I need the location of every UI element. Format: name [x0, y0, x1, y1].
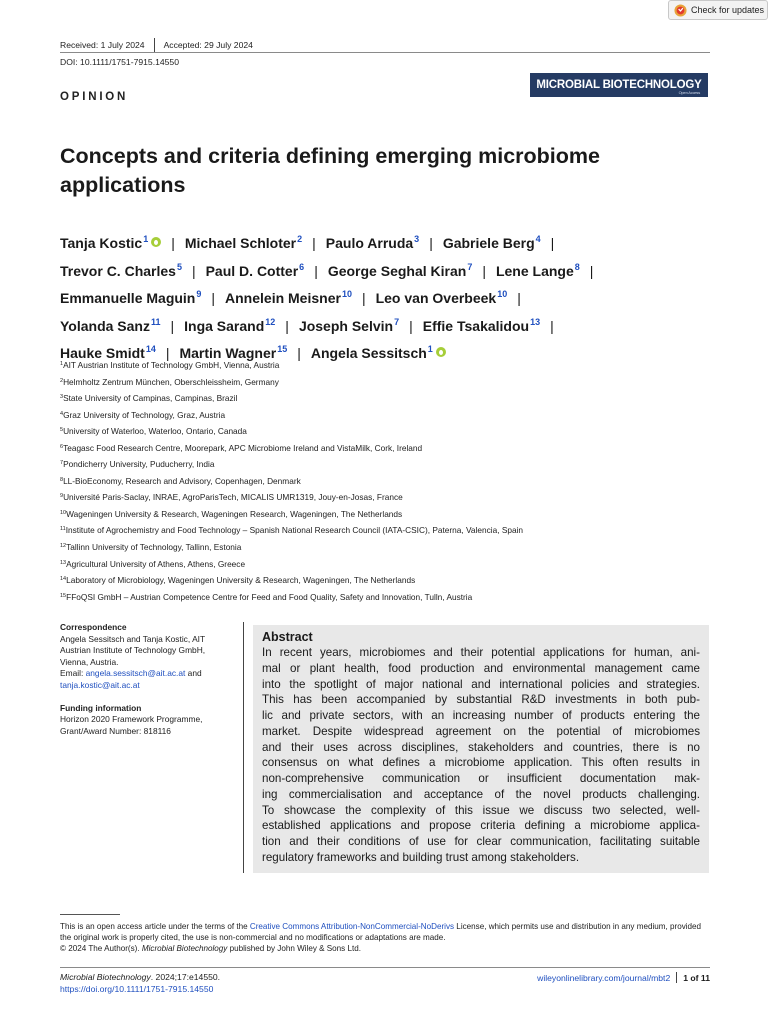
license-note — [60, 921, 710, 955]
affiliation-item — [60, 522, 720, 539]
author-name[interactable]: Trevor C. Charles — [60, 262, 176, 279]
journal-site-link[interactable]: wileyonlinelibrary.com/journal/mbt2 — [537, 972, 671, 983]
author-separator: | — [171, 235, 175, 251]
affiliation-number: 6 — [60, 443, 64, 450]
affiliation-number: 10 — [60, 509, 67, 516]
correspondence-line: Angela Sessitsch and Tanja Kostic, AIT — [60, 633, 206, 644]
funding-heading: Funding information — [60, 702, 142, 713]
copyright-pre: © 2024 The Author(s). — [60, 944, 142, 954]
affiliation-number: 9 — [60, 493, 64, 500]
author-affiliation-sup[interactable]: 12 — [265, 316, 276, 327]
author-separator: | — [165, 345, 170, 361]
author-separator: | — [517, 290, 521, 306]
affiliation-item — [60, 423, 720, 440]
author-separator: | — [297, 345, 301, 361]
orcid-icon[interactable] — [151, 237, 161, 247]
affiliation-text: Graz University of Technology, Graz, Austria — [63, 409, 226, 420]
affiliation-number: 2 — [60, 377, 64, 384]
abstract-line: lic and private sectors, with an increasing number of products entering the — [262, 709, 700, 722]
author-separator: | — [312, 235, 316, 251]
affiliation-number: 4 — [60, 410, 64, 417]
doi-link[interactable]: https://doi.org/10.1111/1751-7915.14550 — [60, 983, 214, 994]
footer-citation — [60, 972, 220, 995]
author-affiliation-sup[interactable]: 14 — [145, 344, 156, 354]
correspondence-line: Austrian Institute of Technology GmbH, — [60, 645, 206, 656]
author-name[interactable]: Gabriele Berg — [442, 235, 535, 251]
email-link-kostic[interactable]: tanja.kostic@ait.ac.at — [60, 679, 140, 690]
sidebar-info — [60, 622, 232, 737]
header-rule — [60, 52, 710, 53]
affiliation-text: Teagasc Food Research Centre, Moorepark, APC Microbiome Ireland and VistaMilk, Cork, Ireland — [63, 442, 423, 453]
email-prefix: Email: — [60, 668, 86, 679]
author-name[interactable]: Angela Sessitsch — [310, 345, 427, 361]
author-name[interactable]: Lene Lange — [495, 262, 574, 279]
copyright-journal: Microbial Biotechnology — [141, 944, 228, 954]
author-name[interactable]: Yolanda Sanz — [60, 317, 150, 334]
abstract-line: To showcase the complexity of this issue we discuss two selected, well- — [262, 803, 700, 817]
affiliation-text: Tallinn University of Technology, Tallinn, Estonia — [66, 542, 242, 553]
abstract-line: In recent years, microbiomes and their potential applications for human, ani- — [262, 646, 700, 659]
affiliation-text: Wageningen University & Research, Wageningen Research, Wageningen, The Netherlands — [66, 508, 403, 519]
affiliation-item — [60, 556, 720, 573]
author-affiliation-sup[interactable]: 6 — [299, 261, 305, 272]
abstract-line: regulatory frameworks and building trust among stakeholders. — [262, 850, 580, 864]
author-separator: | — [409, 317, 413, 334]
author-affiliation-sup[interactable]: 7 — [394, 316, 400, 327]
affiliation-item — [60, 473, 720, 490]
affiliation-text: Université Paris-Saclay, INRAE, AgroParisTech, MICALIS UMR1319, Jouy-en-Josas, France — [63, 492, 403, 503]
abstract-line: mal or plant health, food production and environmental management came — [262, 661, 700, 675]
author-name[interactable]: Effie Tsakalidou — [422, 317, 530, 334]
abstract-line: non-comprehensive communication or insufficient documentation mak- — [262, 772, 700, 785]
journal-logo-subtext: Open Access — [678, 90, 700, 95]
author-name[interactable]: Tanja Kostic — [60, 235, 143, 251]
affiliation-text: University of Waterloo, Waterloo, Ontario, Canada — [63, 426, 247, 437]
author-affiliation-sup[interactable]: 13 — [530, 316, 541, 327]
affiliation-item — [60, 456, 720, 473]
author-affiliation-sup[interactable]: 7 — [467, 261, 473, 272]
author-name[interactable]: Emmanuelle Maguin — [60, 290, 196, 306]
author-list — [60, 228, 710, 366]
affiliation-number: 11 — [60, 526, 66, 533]
author-affiliation-sup[interactable]: 2 — [297, 234, 303, 244]
affiliation-text: Laboratory of Microbiology, Wageningen University & Research, Wageningen, The Netherlands — [66, 575, 416, 586]
footer-rule — [60, 967, 710, 968]
author-affiliation-sup[interactable]: 3 — [414, 234, 420, 244]
correspondence-heading: Correspondence — [60, 622, 127, 632]
footnote-rule — [60, 914, 120, 915]
author-affiliation-sup[interactable]: 10 — [341, 289, 352, 299]
author-separator: | — [482, 262, 486, 279]
accepted-date: Accepted: 29 July 2024 — [163, 40, 253, 50]
author-name[interactable]: Annelein Meisner — [225, 290, 341, 306]
author-name[interactable]: George Seghal Kiran — [327, 262, 467, 279]
abstract-text — [262, 645, 700, 866]
author-separator: | — [429, 235, 433, 251]
affiliation-number: 8 — [60, 476, 64, 483]
abstract-line: This has been accompanied by substantial R&D investments in both pub- — [262, 693, 700, 707]
author-separator: | — [285, 317, 289, 334]
author-affiliation-sup[interactable]: 11 — [150, 316, 161, 327]
affiliation-text: FFoQSI GmbH – Austrian Competence Centre for Feed and Food Quality, Safety and Innovation, Tulln, Austria — [66, 591, 473, 602]
author-separator: | — [550, 235, 555, 251]
license-pre: This is an open access article under the terms of the — [60, 922, 250, 931]
abstract-line: and their uses across disciplines, stakeholders and countries, there is no — [262, 740, 700, 754]
abstract-box — [253, 625, 709, 873]
author-affiliation-sup[interactable]: 1 — [143, 234, 149, 244]
abstract-line: into the spotlight of major national and international policies and strategies. — [262, 677, 700, 691]
author-affiliation-sup[interactable]: 5 — [176, 261, 182, 272]
date-divider — [154, 38, 155, 52]
author-name[interactable]: Inga Sarand — [184, 317, 265, 334]
article-doi: DOI: 10.1111/1751-7915.14550 — [60, 57, 179, 67]
affiliation-item — [60, 390, 720, 407]
author-separator: | — [211, 290, 216, 306]
affiliation-item — [60, 440, 720, 457]
affiliation-item — [60, 572, 720, 589]
check-updates-icon — [674, 4, 687, 17]
abstract-line: established applications and propose criteria defining a microbiome applica- — [262, 819, 700, 833]
affiliation-item — [60, 407, 720, 424]
author-affiliation-sup[interactable]: 10 — [497, 289, 508, 299]
citation-journal: Microbial Biotechnology — [60, 972, 151, 982]
author-separator: | — [314, 262, 318, 279]
affiliation-item — [60, 357, 720, 374]
abstract-line: consensus on what defines a microbiome application. This often results in — [262, 756, 700, 770]
author-name[interactable]: Hauke Smidt — [60, 345, 145, 361]
received-date: Received: 1 July 2024 — [60, 40, 145, 50]
footer-right — [537, 972, 710, 983]
author-name[interactable]: Martin Wagner — [179, 345, 277, 361]
affiliation-number: 15 — [60, 592, 67, 599]
affiliation-text: Institute of Agrochemistry and Food Technology – Spanish National Research Council (IATA-CSIC), Paterna, Valencia, Spain — [65, 525, 524, 536]
affiliation-number: 3 — [60, 394, 64, 401]
affiliation-text: State University of Campinas, Campinas, Brazil — [63, 393, 238, 404]
abstract-line: tion and their conditions of use for clear communication, facilitating suitable — [262, 835, 700, 848]
email-and: and — [185, 668, 202, 679]
sidebar-divider — [243, 622, 244, 873]
abstract-line: market. Despite widespread agreement on the potential of microbiomes — [262, 724, 700, 738]
author-affiliation-sup[interactable]: 9 — [196, 289, 202, 299]
author-name[interactable]: Joseph Selvin — [298, 317, 394, 334]
author-affiliation-sup[interactable]: 8 — [574, 261, 580, 272]
abstract-line: ing commercialisation and acceptance of the novel products challenging. — [262, 787, 700, 801]
affiliation-item — [60, 489, 720, 506]
author-separator: | — [550, 317, 554, 334]
author-separator: | — [191, 262, 196, 279]
citation-rest: . 2024;17:e14550. — [150, 972, 221, 982]
journal-logo-text: MICROBIAL BIOTECHNOLOGY — [536, 79, 702, 91]
author-separator: | — [589, 262, 594, 279]
funding-line: Horizon 2020 Framework Programme, — [60, 714, 203, 725]
article-title: Concepts and criteria defining emerging microbiome applications — [60, 144, 600, 197]
page-number: 1 of 11 — [683, 972, 710, 983]
affiliation-text: Helmholtz Zentrum München, Oberschleissheim, Germany — [63, 376, 279, 387]
affiliation-text: Pondicherry University, Puducherry, India — [63, 459, 215, 470]
affiliation-number: 5 — [60, 427, 64, 434]
author-name[interactable]: Paul D. Cotter — [205, 262, 299, 279]
author-name[interactable]: Leo van Overbeek — [375, 290, 497, 306]
funding-line: Grant/Award Number: 818116 — [60, 725, 171, 736]
author-affiliation-sup[interactable]: 4 — [535, 234, 541, 244]
affiliation-item — [60, 589, 720, 606]
journal-logo[interactable] — [530, 73, 708, 97]
check-for-updates-button[interactable] — [668, 0, 768, 20]
affiliation-item — [60, 374, 720, 391]
correspondence-emails — [60, 668, 232, 680]
affiliation-item — [60, 539, 720, 556]
email-link-sessitsch[interactable]: angela.sessitsch@ait.ac.at — [85, 668, 186, 679]
section-label: OPINION — [60, 91, 129, 103]
affiliation-list — [60, 357, 720, 605]
correspondence-line: Vienna, Austria. — [60, 656, 119, 667]
author-affiliation-sup[interactable]: 15 — [277, 344, 288, 354]
affiliation-number: 1 — [60, 361, 64, 367]
license-post: License, which permits use and distribution in any medium, provided the original work is properly cited, the use is non-commercial and no modifications or adaptations are made. — [60, 922, 702, 943]
affiliation-number: 7 — [60, 460, 64, 467]
article-dates — [60, 38, 253, 52]
cc-license-link[interactable]: Creative Commons Attribution-NonCommercial-NoDerivs — [249, 922, 455, 931]
footer-divider — [676, 972, 677, 983]
affiliation-text: LL-BioEconomy, Research and Advisory, Copenhagen, Denmark — [63, 475, 301, 486]
copyright-post: published by John Wiley & Sons Ltd. — [227, 944, 361, 954]
affiliation-text: AIT Austrian Institute of Technology GmbH, Vienna, Austria — [63, 360, 280, 370]
author-separator: | — [170, 317, 175, 334]
check-updates-label: Check for updates — [691, 5, 765, 15]
affiliation-text: Agricultural University of Athens, Athens, Greece — [66, 558, 246, 569]
affiliation-number: 12 — [60, 543, 67, 550]
author-name[interactable]: Paulo Arruda — [325, 235, 414, 251]
author-affiliation-sup[interactable]: 1 — [427, 344, 433, 354]
affiliation-item — [60, 506, 720, 523]
affiliation-number: 14 — [60, 576, 67, 583]
orcid-icon[interactable] — [436, 347, 446, 357]
affiliation-number: 13 — [60, 559, 67, 566]
author-name[interactable]: Michael Schloter — [184, 235, 297, 251]
abstract-heading: Abstract — [262, 630, 313, 644]
author-separator: | — [361, 290, 366, 306]
